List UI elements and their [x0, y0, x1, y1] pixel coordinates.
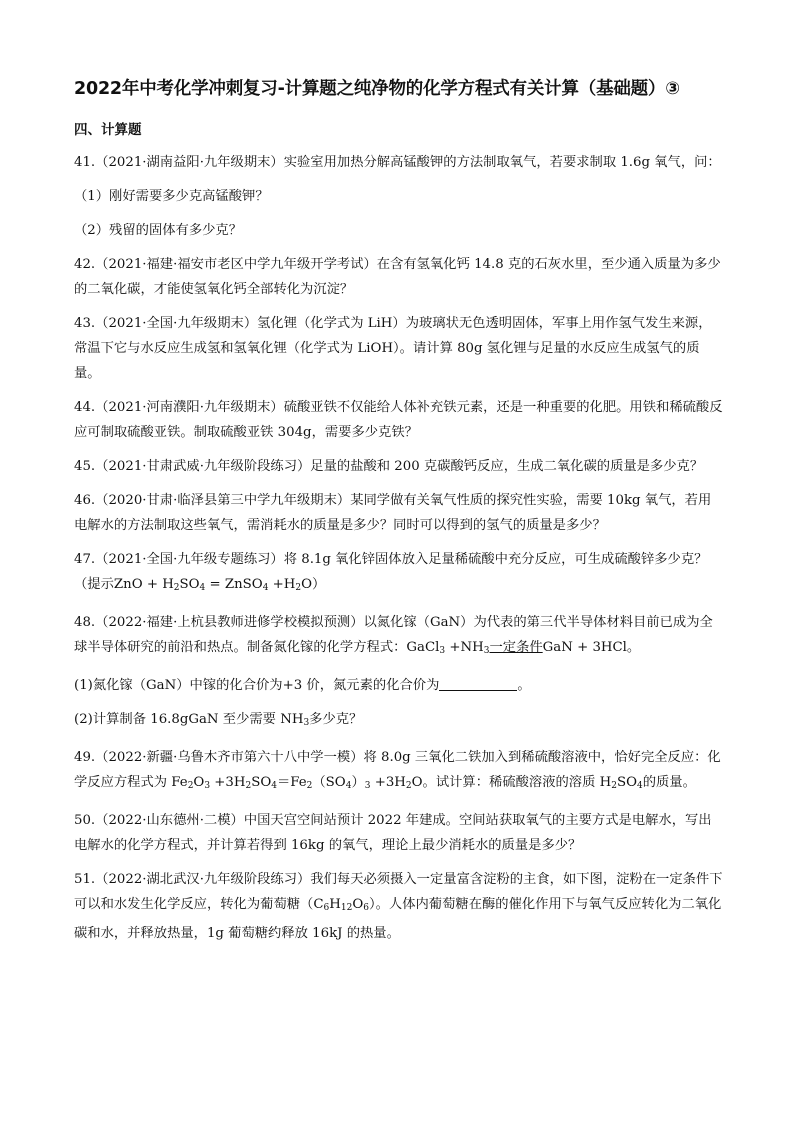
question-49: 49.（2022·新疆·乌鲁木齐市第六十八中学一模）将 8.0g 三氧化二铁加入到稀硫酸溶液中，恰好完全反应：化学反应方程式为 $Fe_2O_3 +3H_2SO_4=Fe_2(SO_4)_3 +3H_2O$。试计算：稀硫酸溶液的溶质 $H_2SO_4$的质量。 — [74, 750, 721, 791]
question-41-part-2: （2）残留的固体有多少克？ — [74, 223, 243, 238]
question-44: 44.（2021·河南濮阳·九年级期末）硫酸亚铁不仅能给人体补充铁元素，还是一种重要的化肥。用铁和稀硫酸反应可制取硫酸亚铁。制取硫酸亚铁 304g，需要多少克铁？ — [74, 400, 723, 440]
reaction-condition: 一定条件 — [489, 640, 543, 655]
question-41: 41.（2021·湖南益阳·九年级期末）实验室用加热分解高锰酸钾的方法制取氧气，若要求制取 1.6g 氧气，问： — [74, 155, 721, 170]
question-50: 50.（2022·山东德州·二模）中国天宫空间站预计 2022 年建成。空间站获取氧气的主要方式是电解水，写出电解水的化学方程式，并计算若得到 16kg 的氧气，理论上最少消耗水的质量是多少？ — [74, 813, 712, 853]
question-48-part-1: (1)氮化镓（GaN）中镓的化合价为+3 价，氮元素的化合价为 。 — [74, 678, 531, 693]
question-45: 45.（2021·甘肃武威·九年级阶段练习）足量的盐酸和 200 克碳酸钙反应，生成二氧化碳的质量是多少克？ — [74, 459, 704, 474]
question-47: 47.（2021·全国·九年级专题练习）将 8.1g 氧化锌固体放入足量稀硫酸中充分反应，可生成硫酸锌多少克？（提示ZnO + $H_2SO_4$ = ZnSO$_4$ $+H_2O$） — [74, 552, 708, 593]
question-list — [74, 150, 724, 955]
page-title: 2022年中考化学冲刺复习-计算题之纯净物的化学方程式有关计算（基础题）③ — [74, 79, 680, 99]
section-heading: 四、计算题 — [74, 122, 142, 138]
question-41-part-1: （1）刚好需要多少克高锰酸钾？ — [74, 189, 269, 204]
question-51: 51.（2022·湖北武汉·九年级阶段练习）我们每天必须摄入一定量富含淀粉的主食，如下图，淀粉在一定条件下可以和水发生化学反应，转化为葡萄糖$(C_6H_{12}O_6)$。人体内葡萄糖在酶的催化作用下与氧气反应转化为二氧化碳和水，并释放热量，1g 葡萄糖约释放 16kJ 的热量。 — [74, 872, 723, 941]
question-46: 46.（2020·甘肃·临泽县第三中学九年级期末）某同学做有关氧气性质的探究性实验，需要 10kg 氧气，若用电解水的方法制取这些氧气，需消耗水的质量是多少？同时可以得到的氢气的质量是多少？ — [74, 493, 712, 533]
question-43: 43.（2021·全国·九年级期末）氢化锂（化学式为 LiH）为玻璃状无色透明固体，军事上用作氢气发生来源，常温下它与水反应生成氢和氢氧化锂（化学式为 LiOH）。请计算 80g 氢化锂与足量的水反应生成氢气的质量。 — [74, 316, 712, 381]
answer-blank[interactable] — [439, 676, 517, 691]
question-48: 48.（2022·福建·上杭县教师进修学校模拟预测）以氮化镓（GaN）为代表的第三代半导体材料目前已成为全球半导体研究的前沿和热点。制备氮化镓的化学方程式：GaCl$_3$ $+NH_3$一定条件GaN + 3HCl。 — [74, 615, 713, 656]
question-48-part-2: (2)计算制备 16.8gGaN 至少需要 $NH_3$多少克？ — [74, 712, 363, 728]
question-42: 42.（2021·福建·福安市老区中学九年级开学考试）在含有氢氧化钙 14.8 克的石灰水里，至少通入质量为多少的二氧化碳，才能使氢氧化钙全部转化为沉淀？ — [74, 257, 721, 297]
